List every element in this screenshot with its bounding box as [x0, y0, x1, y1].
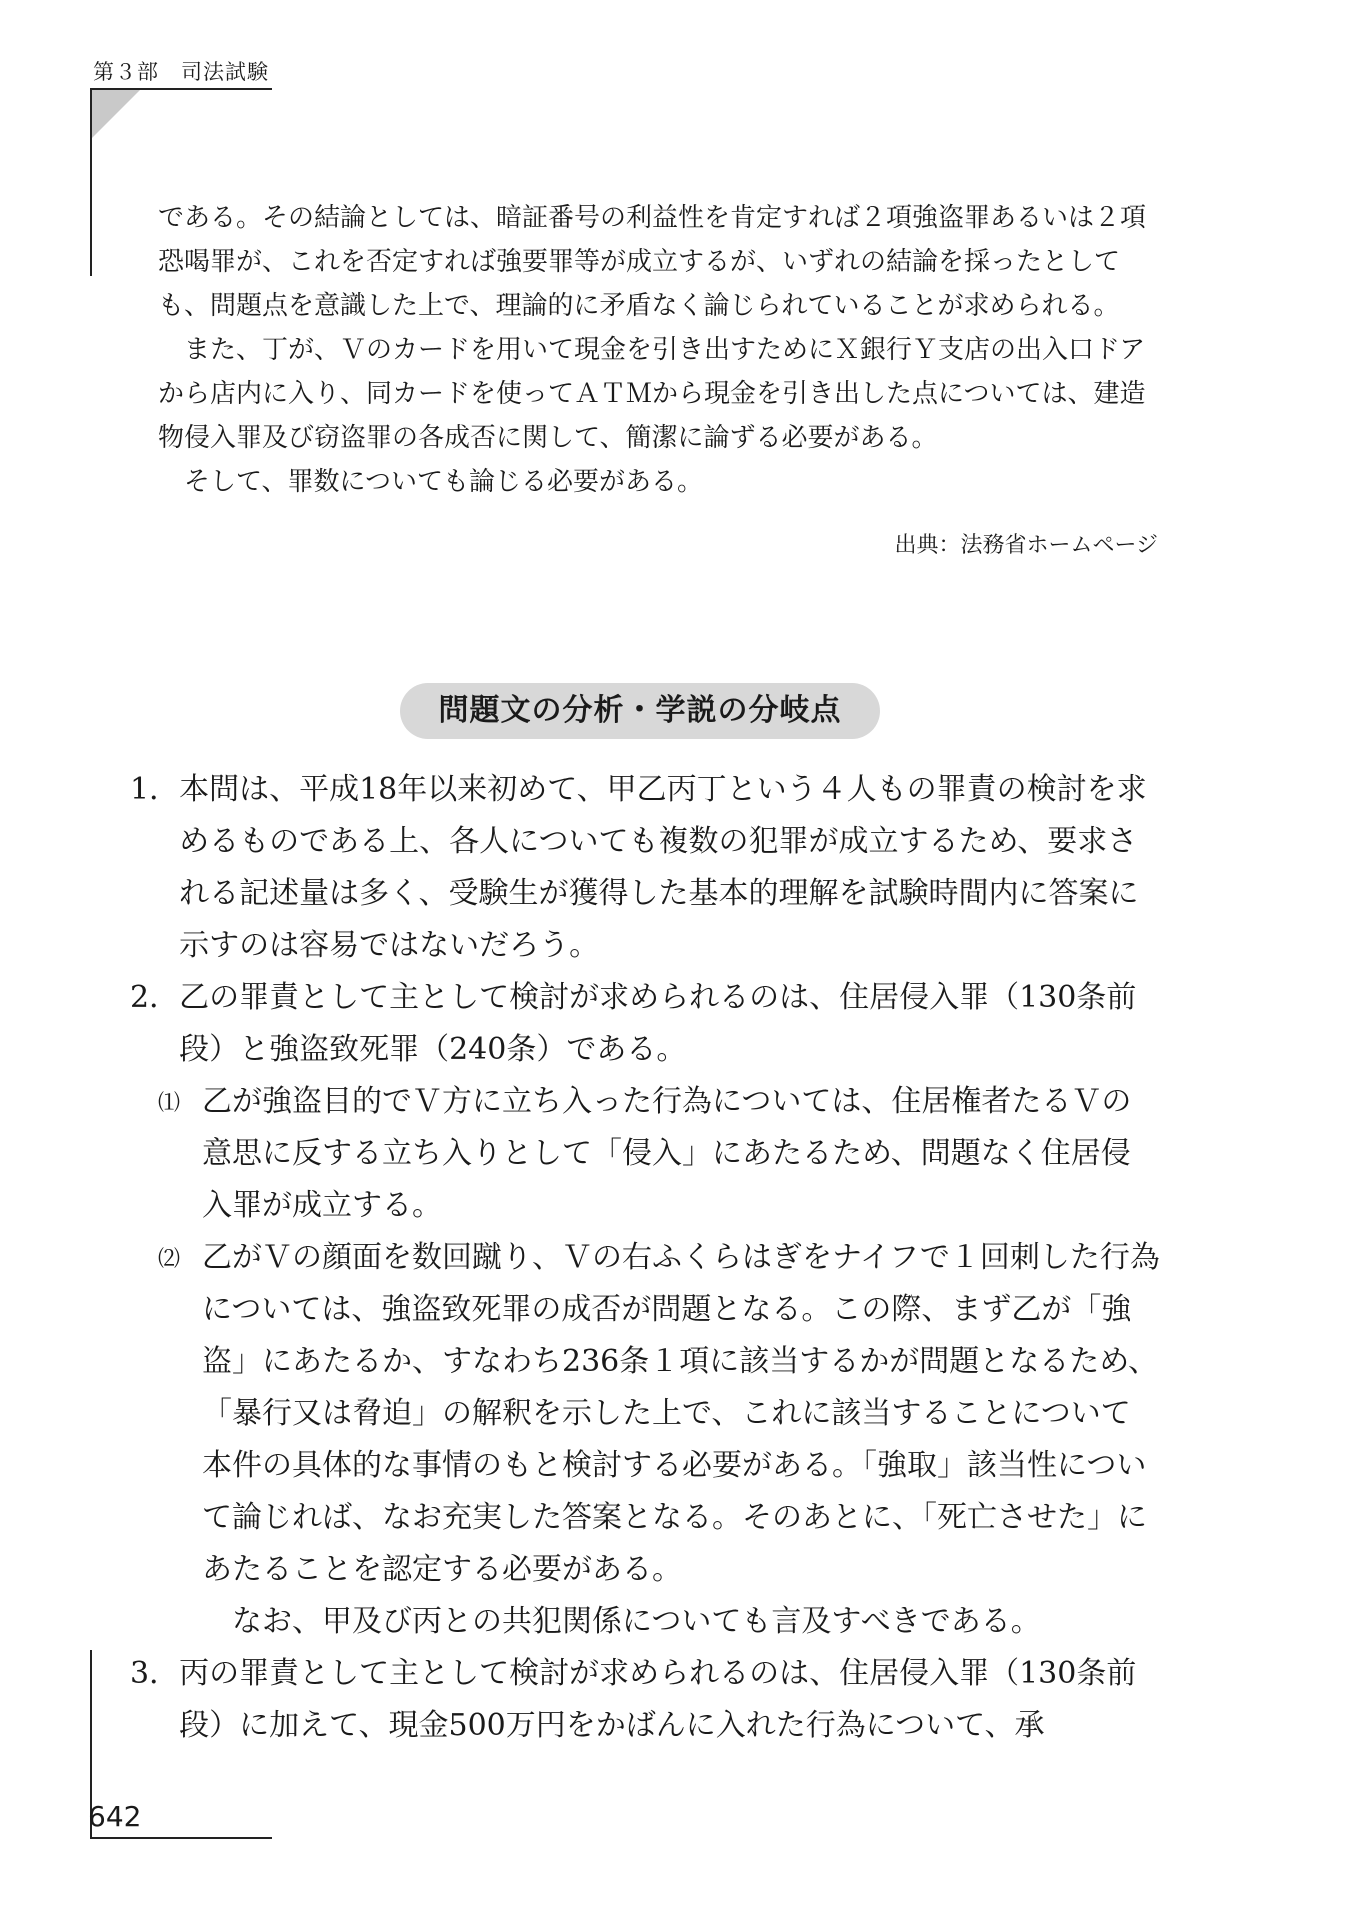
- analysis-body: [130, 764, 1160, 1752]
- item-text: 乙の罪責として主として検討が求められるのは、住居侵入罪（130条前段）と強盗致死罪（240条）である。: [179, 980, 1137, 1067]
- sub-item-text: 乙がＶの顔面を数回蹴り、Ｖの右ふくらはぎをナイフで１回刺した行為については、強盗致死罪の成否が問題となる。この際、まず乙が「強盗」にあたるか、すなわち236条１項に該当するかが問題となるため、「暴行又は脅迫」の解釈を示した上で、これに該当することについて本件の具体的な事情のもと検討する必要がある。「強取」該当性について論じれば、なお充実した答案となる。そのあとに、「死亡させた」にあたることを認定する必要がある。: [202, 1240, 1160, 1587]
- quoted-grading-text: [158, 196, 1158, 504]
- list-item: [130, 1648, 1160, 1752]
- item-text: 本問は、平成18年以来初めて、甲乙丙丁という４人もの罪責の検討を求めるものである上、各人についても複数の犯罪が成立するため、要求される記述量は多く、受験生が獲得した基本的理解を試験時間内に答案に示すのは容易ではないだろう。: [179, 772, 1147, 963]
- list-item: [130, 764, 1160, 972]
- list-item: [130, 972, 1160, 1076]
- sub-item-number: ⑵: [158, 1247, 181, 1272]
- sub-item: [158, 1076, 1160, 1232]
- item-number: 2．: [130, 980, 180, 1015]
- item-number: 1．: [130, 772, 180, 807]
- source-citation: 出典：法務省ホームページ: [894, 533, 1158, 558]
- sub-item: [158, 1232, 1160, 1596]
- quote-paragraph: である。その結論としては、暗証番号の利益性を肯定すれば２項強盗罪あるいは２項恐喝罪が、これを否定すれば強要罪等が成立するが、いずれの結論を採ったとしても、問題点を意識した上で、理論的に矛盾なく論じられていることが求められる。: [158, 203, 1147, 321]
- quote-paragraph: また、丁が、Ｖのカードを用いて現金を引き出すためにＸ銀行Ｙ支店の出入口ドアから店内に入り、同カードを使ってＡＴＭから現金を引き出した点については、建造物侵入罪及び窃盗罪の各成否に関して、簡潔に論ずる必要がある。: [158, 335, 1146, 453]
- sub-item-number: ⑴: [158, 1091, 181, 1116]
- item-number: 3．: [130, 1656, 180, 1691]
- footer-rule: [90, 1837, 272, 1839]
- page-number: 642: [88, 1800, 142, 1833]
- section-title: 問題文の分析・学説の分岐点: [400, 683, 880, 739]
- part-label: 第３部: [93, 60, 159, 84]
- sub-item-note: なお、甲及び丙との共犯関係についても言及すべきである。: [232, 1604, 1041, 1639]
- corner-triangle-decoration: [92, 90, 140, 138]
- quote-paragraph: そして、罪数についても論じる必要がある。: [184, 467, 703, 497]
- running-header: [93, 56, 269, 86]
- section-label: 司法試験: [181, 60, 269, 84]
- item-text: 丙の罪責として主として検討が求められるのは、住居侵入罪（130条前段）に加えて、現金500万円をかばんに入れた行為について、承: [179, 1656, 1137, 1743]
- sub-item-text: 乙が強盗目的でＶ方に立ち入った行為については、住居権者たるＶの意思に反する立ち入りとして「侵入」にあたるため、問題なく住居侵入罪が成立する。: [202, 1084, 1132, 1223]
